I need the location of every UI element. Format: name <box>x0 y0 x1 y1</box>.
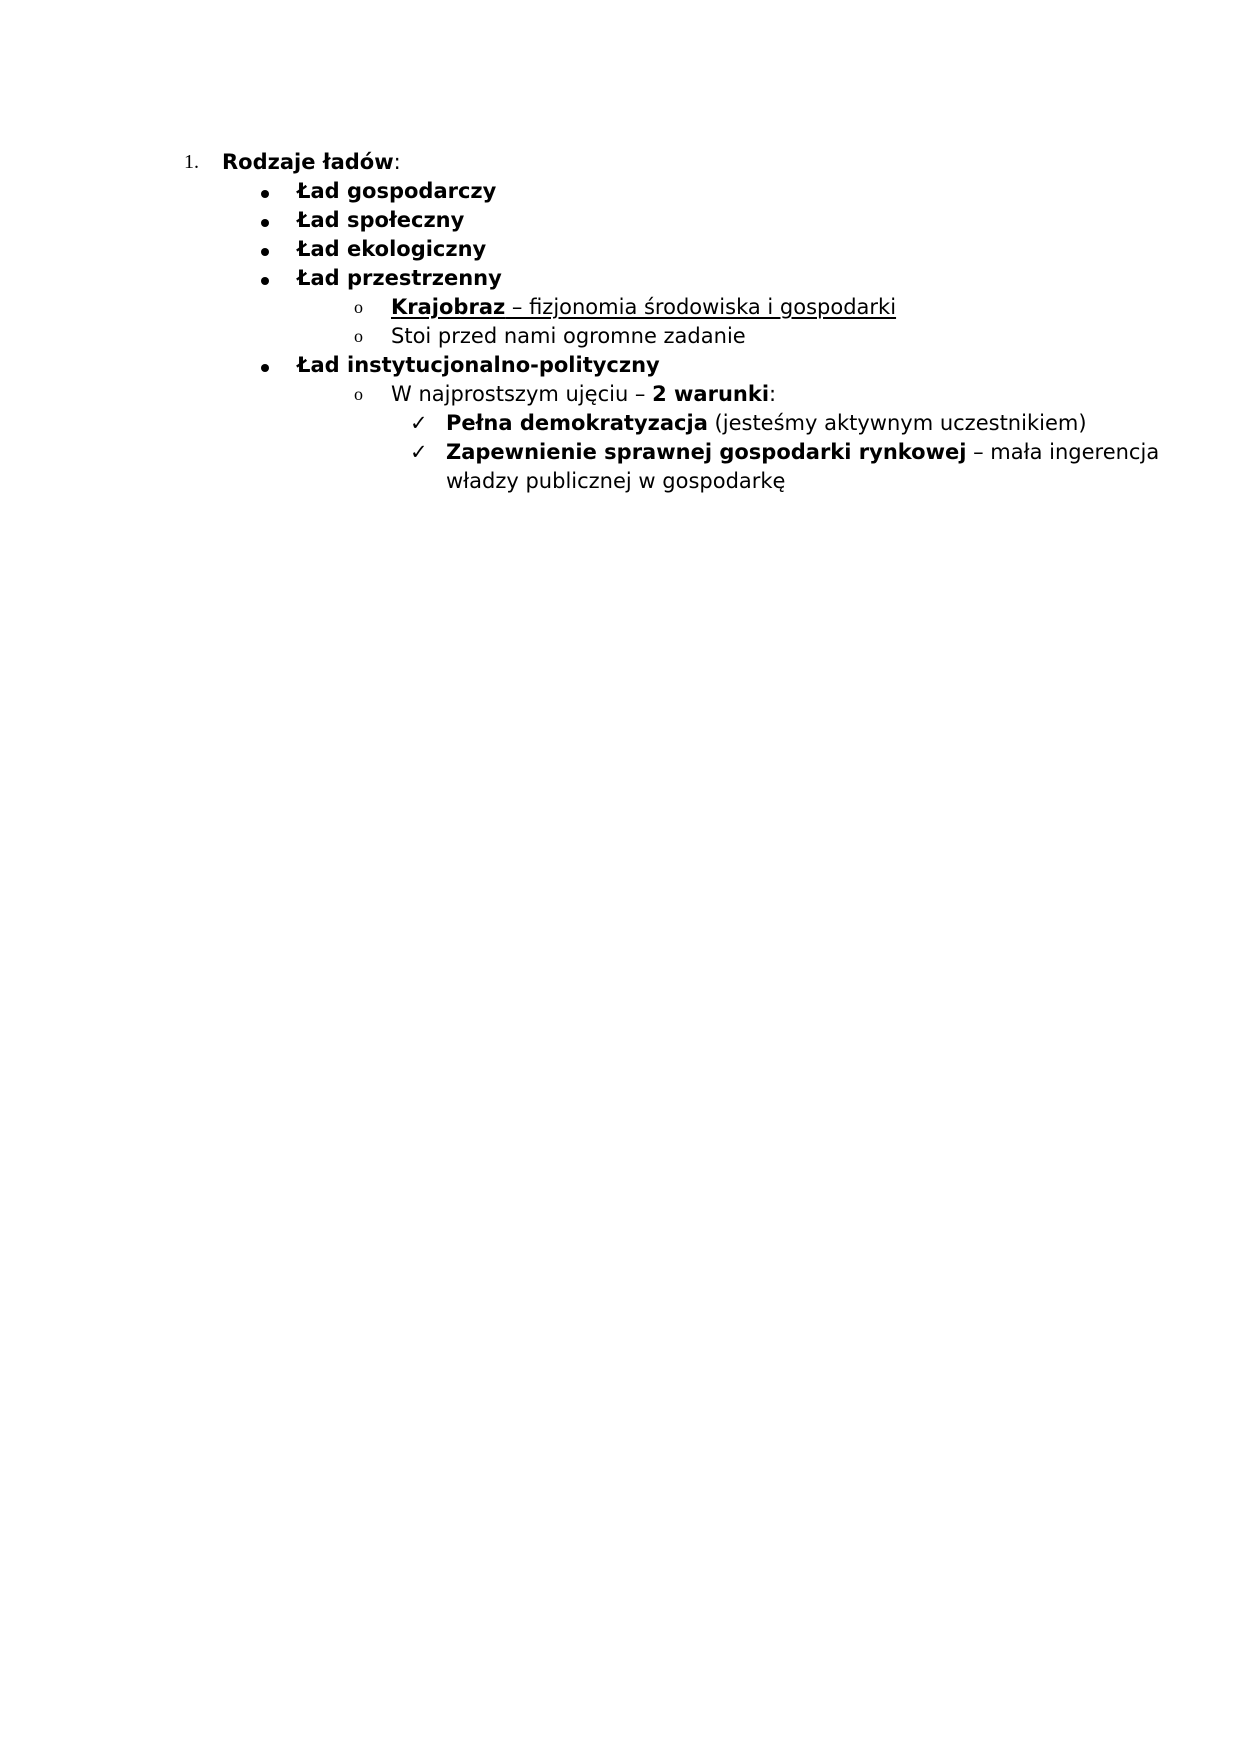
bullet-item-instytucjonalno: Ład instytucjonalno-polityczny <box>297 353 660 377</box>
heading-colon: : <box>393 150 401 174</box>
check-item-gospodarka <box>446 438 1159 467</box>
check-item-term: Zapewnienie sprawnej gospodarki rynkowej <box>446 440 967 464</box>
bullet-icon <box>261 248 269 256</box>
bullet-item-przestrzenny: Ład przestrzenny <box>297 266 502 290</box>
checkmark-icon: ✓ <box>410 411 428 435</box>
sub-item-lead: W najprostszym ujęciu – <box>391 382 653 406</box>
circle-bullet-icon: o <box>354 297 363 317</box>
sub-item-krajobraz <box>391 293 896 322</box>
check-item-term: Pełna demokratyzacja <box>446 411 708 435</box>
sub-item-definition: – fizjonomia środowiska i gospodarki <box>505 295 897 319</box>
circle-bullet-icon: o <box>354 384 363 404</box>
check-item-demokratyzacja <box>446 409 1087 438</box>
bullet-item-ekologiczny: Ład ekologiczny <box>297 237 487 261</box>
list-number: 1. <box>184 151 199 173</box>
sub-item-zadanie: Stoi przed nami ogromne zadanie <box>391 324 746 348</box>
checkmark-icon: ✓ <box>410 440 428 464</box>
bullet-icon <box>261 277 269 285</box>
bullet-icon <box>261 364 269 372</box>
bullet-item-spoleczny: Ład społeczny <box>297 208 465 232</box>
sub-item-lead-colon: : <box>769 382 777 406</box>
check-item-continuation: władzy publicznej w gospodarkę <box>446 469 786 493</box>
circle-bullet-icon: o <box>354 326 363 346</box>
heading-title: Rodzaje ładów <box>222 150 394 174</box>
sub-item-warunki <box>391 380 776 409</box>
heading-row <box>222 148 401 177</box>
check-item-rest: (jesteśmy aktywnym uczestnikiem) <box>707 411 1087 435</box>
bullet-item-gospodarczy: Ład gospodarczy <box>297 179 497 203</box>
sub-item-term: Krajobraz <box>391 295 506 319</box>
check-item-rest: – mała ingerencja <box>966 440 1160 464</box>
sub-item-lead-bold: 2 warunki <box>652 382 770 406</box>
bullet-icon <box>261 190 269 198</box>
bullet-icon <box>261 219 269 227</box>
